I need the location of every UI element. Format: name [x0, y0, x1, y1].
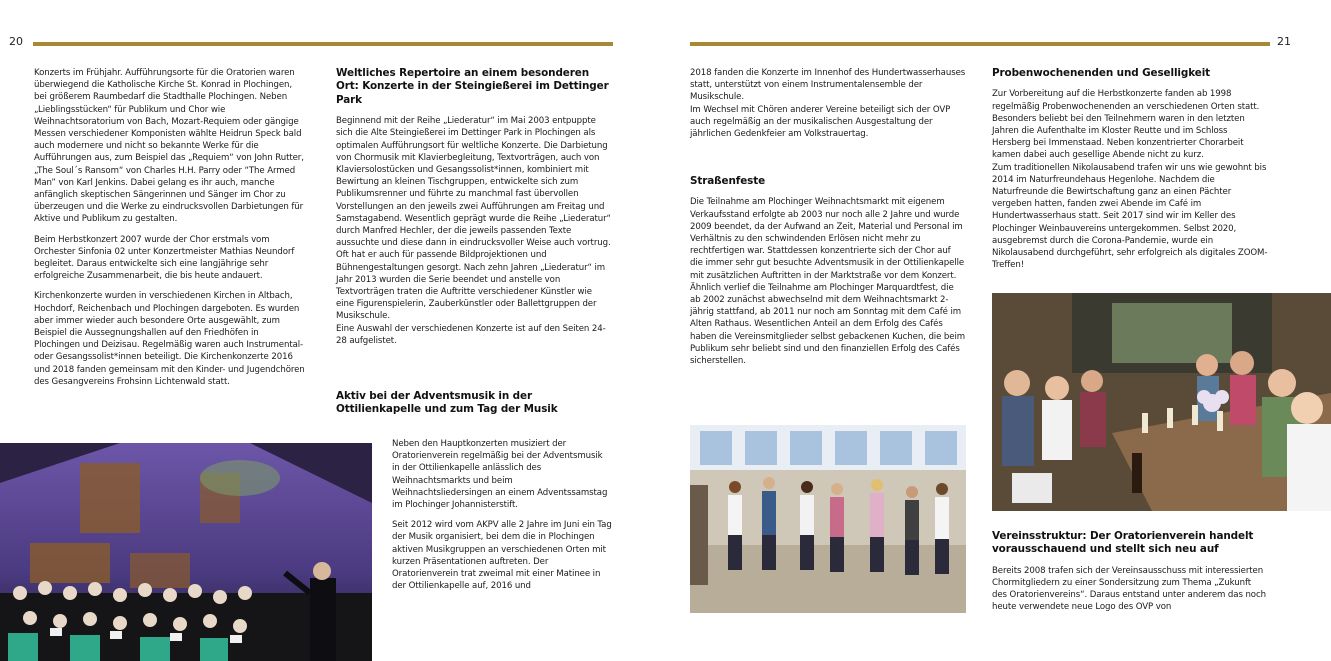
paragraph: Im Wechsel mit Chören anderer Vereine beteiligt sich der OVP auch regelmäßig an der musikalischen Ausgestaltung der jährlichen Gedenkfeier am Volkstrauertag.	[690, 104, 951, 140]
right-page	[671, 0, 1331, 661]
header-rule	[690, 42, 1270, 46]
paragraph: Konzerts im Frühjahr. Aufführungsorte für die Oratorien waren überwiegend die Katholische Kirche St. Konrad in Plochingen, bei größerem Raumbedarf die Stadthalle Plochingen. Neben „Lieblingsstücken“ für Publikum und Chor wie Weihnachtsoratorium von Bach, Mozart-Requiem oder gängige Messen verschiedener Komponisten wählte Heidrun Speck bald auch modernere und nicht so bekannte Werke für die Aufführungen aus, zum Beispiel das „Requiem“ von John Rutter, „The Soul´s Ransom“ von Charles H.H. Parry oder “The Armed Man” von Karl Jenkins. Dabei gelang es ihr auch, manche anfänglich skeptischen Sängerinnen und Sänger im Chor zu überzeugen und die Werke zu eindrucksvollen Darbietungen für Aktive und Publikum zu gestalten.	[34, 68, 304, 225]
choir-concert-photo	[0, 443, 372, 661]
paragraph: Kirchenkonzerte wurden in verschiedenen Kirchen in Altbach, Hochdorf, Reichenbach und Plochingen dargeboten. Es wurden aber immer wieder auch besondere Orte ausgewählt, zum Beispiel die Aussegnungshallen auf den Friedhöfen in Plochingen und Deizisau. Regelmäßig waren auch Instrumental- oder Gesangssolist*innen beteiligt. Die Kirchenkonzerte 2016 und 2018 fanden gemeinsam mit den Kinder- und Jugendchören des Gesangvereins Frohsinn Lichtenwald statt.	[34, 291, 305, 387]
paragraph: Beginnend mit der Reihe „Liederatur“ im Mai 2003 entpuppte sich die Alte Steingießerei im Dettinger Park in Plochingen als optimalen Aufführungsort für weltliche Konzerte. Die Darbietung von Chormusik mit Klavierbegleitung, Textvorträgen, auch von Klaviersolostücken und Gesangssolist*innen, kombiniert mit Bewirtung an kleinen Tischgruppen, entwickelte sich zum Publikumsrenner und führte zu manchmal fast übervollen Vorstellungen an den jeweils zwei Aufführungen am Freitag und Samstagabend. Wesentlich geprägt wurde die Reihe „Liederatur“ durch Manfred Hechler, der die jeweils passenden Texte aussuchte und diese dann in eindrucksvoller Weise auch vortrug. Oft hat er auch für passende Bildprojektionen und Bühnengestaltungen gesorgt. Nach zehn Jahren „Liederatur“ im Jahr 2013 wurden die Serie beendet und anstelle von Textvorträgen traten die Auftritte verschiedener Künstler wie eine Figurenspielerin, Zauberkünstler oder Ballettgruppen der Musikschule.	[336, 116, 611, 322]
paragraph: Eine Auswahl der verschiedenen Konzerte ist auf den Seiten 24-28 aufgelistet.	[336, 323, 606, 346]
text-column-2	[336, 67, 612, 355]
text-column-2-lower	[992, 530, 1268, 622]
section-heading: Vereinsstruktur: Der Oratorienverein handelt vorausschauend und stellt sich neu auf	[992, 530, 1254, 556]
section-heading: Weltliches Repertoire an einem besonderen Ort: Konzerte in der Steingießerei im Dettinger Park	[336, 67, 609, 106]
page-number: 21	[1277, 35, 1291, 48]
paragraph: Beim Herbstkonzert 2007 wurde der Chor erstmals vom Orchester Sinfonia 02 unter Konzertmeister Mathias Neundorf begleitet. Daraus entwickelte sich eine langjährige sehr erfolgreiche Zusammenarbeit, die bis heute andauert.	[34, 234, 295, 282]
page-number: 20	[9, 35, 23, 48]
left-page	[0, 0, 660, 661]
paragraph: Zum traditionellen Nikolausabend trafen wir uns wie gewohnt bis 2014 im Naturfreundehaus Hegenlohe. Nachdem die Naturfreunde die Bewirtschaftung ganz an einen Pächter vergeben hatten, fanden zwei Abende im Café im Hundertwasserhaus statt. Seit 2017 sind wir im Keller des Plochinger Weinbauvereins untergekommen. Selbst 2020, ausgebremst durch die Corona-Pandemie, wurde ein Nikolausabend durchgeführt, sehr erfolgreich als digitales ZOOM-Treffen!	[992, 162, 1268, 271]
dance-group-photo	[690, 425, 966, 613]
social-evening-photo	[992, 293, 1331, 511]
text-column-1-lower	[690, 175, 966, 375]
text-column-1	[34, 67, 306, 396]
text-column-2-bottom	[392, 438, 612, 600]
paragraph: Bereits 2008 trafen sich der Vereinsausschuss mit interessierten Chormitgliedern zu einer Sondersitzung zum Thema „Zukunft des Oratorienvereins“. Daraus entstand unter anderem das noch heute verwendete neue Logo des OVP von	[992, 565, 1266, 613]
section-heading: Aktiv bei der Adventsmusik in der Ottilienkapelle und zum Tag der Musik	[336, 390, 558, 416]
text-column-2	[992, 67, 1268, 279]
paragraph: Zur Vorbereitung auf die Herbstkonzerte fanden ab 1998 regelmäßig Probenwochenenden an verschiedenen Orten statt. Besonders beliebt bei den Teilnehmern waren in den letzten Jahren die Aufenthalte im Kloster Reutte und im Schloss Hersberg bei Immenstaad. Neben konzentrierter Chorarbeit kamen dabei auch gesellige Abende nicht zu kurz.	[992, 89, 1260, 161]
header-rule	[33, 42, 613, 46]
paragraph: Seit 2012 wird vom AKPV alle 2 Jahre im Juni ein Tag der Musik organisiert, bei dem die in Plochingen aktiven Musikgruppen an verschiedenen Orten mit kurzen Präsentationen auftreten. Der Oratorienverein trat zweimal mit einer Matinee in der Ottilienkapelle auf, 2016 und	[392, 520, 612, 592]
text-column-2-lower	[336, 390, 612, 425]
section-heading: Probenwochenenden und Geselligkeit	[992, 67, 1211, 79]
paragraph: 2018 fanden die Konzerte im Innenhof des Hundertwasserhauses statt, unterstützt von einem Instrumentalensemble der Musikschule.	[690, 68, 966, 103]
paragraph: Ähnlich verlief die Teilnahme am Plochinger Marquardtfest, die ab 2002 zunächst abwechselnd mit dem Weihnachtsmarkt 2-jährig stattfand, ab 2011 nur noch am Sonntag mit dem Café im Alten Rathaus. Wesentlichen Anteil an dem Erfolg des Cafés haben die Vereinsmitglieder selbst gebackenen Kuchen, die beim Publikum sehr beliebt sind und den finanziellen Erfolg des Cafés sicherstellen.	[690, 282, 966, 367]
text-column-1	[690, 67, 966, 148]
paragraph: Neben den Hauptkonzerten musiziert der Oratorienverein regelmäßig bei der Adventsmusik in der Ottilienkapelle anlässlich des Weihnachtsmarkts und beim Weihnachtsliedersingen an einem Adventssamstag im Plochinger Johannisterstift.	[392, 439, 608, 511]
paragraph: Die Teilnahme am Plochinger Weihnachtsmarkt mit eigenem Verkaufsstand erfolgte ab 2003 nur noch alle 2 Jahre und wurde 2009 beendet, da der Aufwand an Zeit, Material und Personal im Verhältnis zu den schwindenden Erlösen nicht mehr zu rechtfertigen war. Stattdessen konzentrierte sich der Chor auf die immer sehr gut besuchte Adventsmusik in der Ottilienkapelle mit zusätzlichen Auftritten in der Marktstraße vor dem Konzert.	[690, 197, 965, 281]
section-heading: Straßenfeste	[690, 175, 766, 187]
